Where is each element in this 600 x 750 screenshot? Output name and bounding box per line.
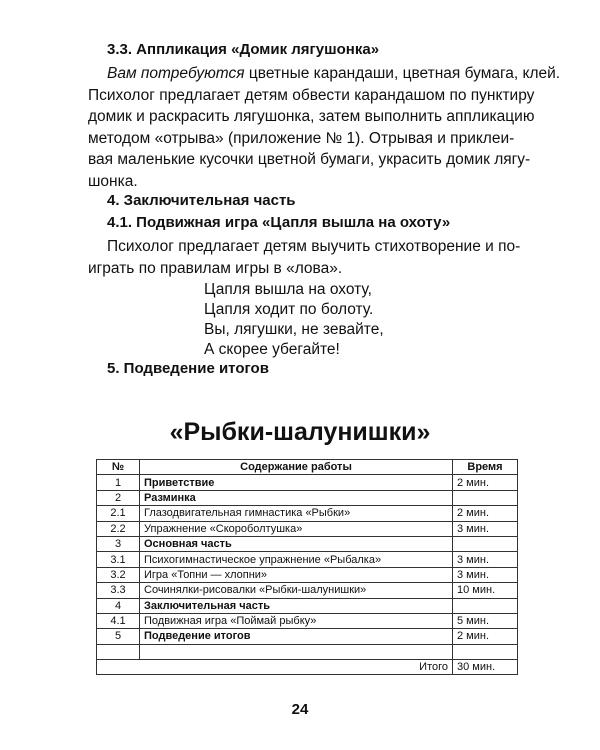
section-4-1-heading: 4.1. Подвижная игра «Цапля вышла на охоту»: [107, 214, 451, 231]
row-number: 3.1: [97, 552, 140, 567]
section-3-3-paragraph: [88, 63, 561, 192]
table-row: [97, 536, 518, 551]
paragraph-line: играть по правилам игры в «лова».: [88, 259, 343, 277]
row-content: Заключительная часть: [140, 598, 453, 613]
lesson-title: «Рыбки-шалунишки»: [169, 418, 431, 446]
page-number: 24: [291, 701, 309, 718]
row-number: 4.1: [97, 613, 140, 628]
row-time: 2 мин.: [453, 506, 518, 521]
lesson-plan-table: [96, 459, 518, 675]
row-time: 10 мин.: [453, 583, 518, 598]
paragraph-line: домик и раскрасить лягушонка, затем выполнить аппликацию: [88, 108, 535, 125]
row-time: 3 мин.: [453, 552, 518, 567]
paragraph-line: Психолог предлагает детям обвести карандашом по пунктиру: [88, 86, 535, 104]
row-time: 2 мин.: [453, 629, 518, 644]
row-content: Психогимнастическое упражнение «Рыбалка»: [140, 552, 453, 567]
section-5-heading: 5. Подведение итогов: [107, 360, 269, 377]
poem-line: Вы, лягушки, не зевайте,: [204, 321, 384, 338]
total-value: 30 мин.: [453, 660, 518, 675]
row-time: 2 мин.: [453, 475, 518, 490]
row-number: [97, 644, 140, 659]
table-row: [97, 475, 518, 490]
column-header-time: Время: [453, 460, 518, 475]
row-time: [453, 598, 518, 613]
line-text: цветные карандаши, цветная бумага, клей.: [244, 65, 561, 82]
row-content: Основная часть: [140, 536, 453, 551]
row-content: Разминка: [140, 490, 453, 505]
row-content: Упражнение «Скороболтушка»: [140, 521, 453, 536]
table-row: [97, 521, 518, 536]
row-time: [453, 490, 518, 505]
row-number: 3.2: [97, 567, 140, 582]
row-number: 2: [97, 490, 140, 505]
row-content: Приветствие: [140, 475, 453, 490]
row-number: 3: [97, 536, 140, 551]
paragraph-line: [88, 63, 561, 85]
table-row: [97, 629, 518, 644]
row-number: 4: [97, 598, 140, 613]
table-row: [97, 552, 518, 567]
paragraph-line: Психолог предлагает детям выучить стихотворение и по-: [107, 238, 521, 255]
table-row: [97, 598, 518, 613]
table-total-row: [97, 660, 518, 675]
section-4-1-paragraph: [88, 236, 521, 279]
paragraph-line: вая маленькие кусочки цветной бумаги, украсить домик лягу-: [88, 151, 531, 168]
paragraph-line: методом «отрыва» (приложение № 1). Отрывая и приклеи-: [88, 129, 515, 147]
row-number: 3.3: [97, 583, 140, 598]
table-row: [97, 490, 518, 505]
row-content: [140, 644, 453, 659]
table-row: [97, 567, 518, 582]
row-number: 5: [97, 629, 140, 644]
table-row: [97, 613, 518, 628]
total-label: Итого: [97, 660, 453, 675]
row-content: Подвижная игра «Поймай рыбку»: [140, 613, 453, 628]
table-row: [97, 506, 518, 521]
row-time: [453, 536, 518, 551]
row-content: Глазодвигательная гимнастика «Рыбки»: [140, 506, 453, 521]
section-4-heading: 4. Заключительная часть: [107, 192, 296, 209]
column-header-number: №: [97, 460, 140, 475]
table-header-row: [97, 460, 518, 475]
poem-line: Цапля вышла на охоту,: [204, 281, 372, 298]
row-content: Подведение итогов: [140, 629, 453, 644]
row-content: Игра «Топни — хлопни»: [140, 567, 453, 582]
poem: [204, 280, 384, 360]
column-header-content: Содержание работы: [140, 460, 453, 475]
poem-line: Цапля ходит по болоту.: [204, 301, 374, 318]
table-row: [97, 644, 518, 659]
section-3-3-heading: 3.3. Аппликация «Домик лягушонка»: [107, 41, 380, 58]
row-number: 2.1: [97, 506, 140, 521]
italic-phrase: Вам потребуются: [107, 65, 245, 82]
row-time: 5 мин.: [453, 613, 518, 628]
row-content: Сочинялки-рисовалки «Рыбки-шалунишки»: [140, 583, 453, 598]
table-row: [97, 583, 518, 598]
row-time: [453, 644, 518, 659]
row-number: 2.2: [97, 521, 140, 536]
poem-line: А скорее убегайте!: [204, 341, 340, 358]
paragraph-line: шонка.: [88, 172, 138, 190]
row-time: 3 мин.: [453, 521, 518, 536]
row-time: 3 мин.: [453, 567, 518, 582]
row-number: 1: [97, 475, 140, 490]
